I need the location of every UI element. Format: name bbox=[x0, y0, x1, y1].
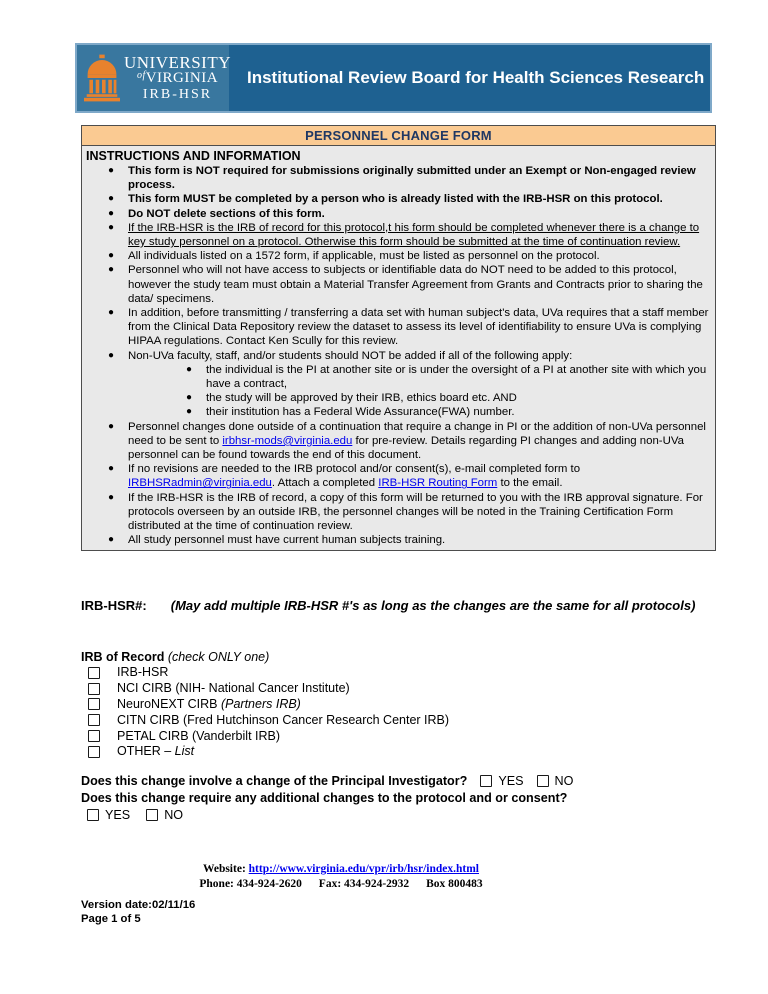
irb-hsr-checkbox[interactable] bbox=[88, 667, 100, 679]
instruction-bullet bbox=[86, 306, 709, 349]
bullet-marker: ● bbox=[108, 534, 115, 546]
bullet-text: If the IRB-HSR is the IRB of record, a copy of this form will be returned to you with the IRB approval signature. For protocols overseen by an outside IRB, the personnel changes will be noted in the Training Certification Form distributed at the time of continuation review. bbox=[128, 491, 703, 533]
banner-title: Institutional Review Board for Health Sciences Research bbox=[247, 68, 705, 87]
footer-website-link[interactable]: http://www.virginia.edu/vpr/irb/hsr/index.html bbox=[248, 863, 480, 875]
bullet-marker: ● bbox=[186, 406, 193, 418]
bullet-text: All study personnel must have current human subjects training. bbox=[128, 534, 446, 547]
bullet-text: the individual is the PI at another site or is under the oversight of a PI at another site with which you have a contract, bbox=[206, 363, 707, 391]
instructions-box bbox=[81, 146, 716, 551]
option-label: NeuroNEXT CIRB (Partners IRB) bbox=[117, 696, 301, 711]
footer-phone-line bbox=[81, 877, 601, 892]
irb-option-petal-cirb bbox=[81, 728, 711, 744]
citn-cirb-checkbox[interactable] bbox=[88, 714, 100, 726]
instruction-bullet bbox=[86, 420, 709, 463]
link-irbhsradmin-virginia-edu[interactable]: IRBHSRadmin@virginia.edu bbox=[128, 477, 272, 490]
bullet-marker: ● bbox=[186, 392, 193, 404]
irb-option-other bbox=[81, 744, 711, 760]
bullet-text: Non-UVa faculty, staff, and/or students should NOT be added if all of the following apply: bbox=[128, 349, 573, 362]
version-date: Version date:02/11/16 bbox=[81, 899, 196, 911]
bullet-marker: ● bbox=[186, 363, 193, 375]
footer-phone: Phone: 434-924-2620 bbox=[199, 878, 302, 890]
footer-fax: Fax: 434-924-2932 bbox=[318, 878, 410, 890]
bullet-text: their institution has a Federal Wide Assurance(FWA) number. bbox=[206, 406, 515, 419]
bullet-marker: ● bbox=[108, 264, 115, 276]
bullet-marker: ● bbox=[108, 491, 115, 503]
irb-hsr-number-line bbox=[81, 598, 711, 615]
irb-option-neuronext-cirb bbox=[81, 697, 711, 713]
bullet-text: This form is NOT required for submissions originally submitted under an Exempt or Non-engaged review process. bbox=[128, 165, 696, 192]
irb-of-record-note: (check ONLY one) bbox=[167, 650, 270, 664]
uva-logo bbox=[77, 45, 229, 111]
option-label: OTHER – List bbox=[117, 744, 195, 759]
option-label-italic: (Partners IRB) bbox=[220, 696, 301, 711]
logo-irb-hsr: IRB-HSR bbox=[142, 86, 213, 102]
q1-no-checkbox[interactable] bbox=[537, 775, 549, 787]
bullet-marker: ● bbox=[108, 420, 115, 432]
irb-option-citn-cirb bbox=[81, 712, 711, 728]
instruction-sub-bullet bbox=[86, 363, 709, 391]
uva-banner bbox=[75, 43, 712, 113]
link-irbhsr-mods-virginia-edu[interactable]: irbhsr-mods@virginia.edu bbox=[222, 434, 353, 447]
footer-box: Box 800483 bbox=[426, 878, 483, 890]
instruction-bullet bbox=[86, 263, 709, 306]
bullet-text: If no revisions are needed to the IRB protocol and/or consent(s), e-mail completed form to IRBHSRadmin@virginia.edu. Attach a completed IRB-HSR Routing Form to the email. bbox=[128, 463, 581, 490]
instruction-bullet bbox=[86, 533, 709, 547]
version-block bbox=[81, 899, 195, 926]
bullet-text: If the IRB-HSR is the IRB of record for this protocol,t his form should be completed whenever there is a change to key study personnel on a protocol. Otherwise this form should be submitted at the time of continuation review. bbox=[128, 221, 700, 249]
option-label: PETAL CIRB (Vanderbilt IRB) bbox=[117, 728, 281, 743]
bullet-marker: ● bbox=[108, 221, 115, 233]
option-label: IRB-HSR bbox=[117, 665, 169, 680]
bullet-marker: ● bbox=[108, 349, 115, 361]
irb-of-record-section bbox=[81, 649, 711, 760]
question-pi-change bbox=[81, 773, 716, 790]
option-label: CITN CIRB (Fred Hutchinson Cancer Research Center IRB) bbox=[117, 712, 450, 727]
bullet-marker: ● bbox=[108, 250, 115, 262]
instruction-bullet bbox=[86, 207, 709, 221]
irb-hsr-number-note: (May add multiple IRB-HSR #'s as long as the changes are the same for all protocols) bbox=[170, 598, 696, 613]
bullet-marker: ● bbox=[108, 193, 115, 205]
option-label-italic: List bbox=[174, 744, 195, 759]
instructions-heading: INSTRUCTIONS AND INFORMATION bbox=[86, 149, 301, 163]
bullet-text: This form MUST be completed by a person who is already listed with the IRB-HSR on this protocol. bbox=[128, 193, 663, 206]
bullet-text: All individuals listed on a 1572 form, if applicable, must be listed as personnel on the protocol. bbox=[128, 250, 600, 263]
footer-website-label: Website: bbox=[202, 863, 249, 875]
bullet-text: Do NOT delete sections of this form. bbox=[128, 207, 325, 220]
instruction-bullet bbox=[86, 462, 709, 490]
uva-logo-text bbox=[124, 54, 231, 102]
question-additional-changes bbox=[81, 790, 716, 807]
q1-no-label: NO bbox=[554, 774, 574, 788]
q1-yes-checkbox[interactable] bbox=[480, 775, 492, 787]
option-label: NCI CIRB (NIH- National Cancer Institute) bbox=[117, 681, 350, 696]
irb-option-irb-hsr bbox=[81, 665, 711, 681]
question-pi-change-label: Does this change involve a change of the Principal Investigator? bbox=[81, 774, 468, 788]
bullet-text: Personnel who will not have access to subjects or identifiable data do NOT need to be added to this protocol, however the study team must obtain a Material Transfer Agreement from Grants and Contracts prior to sharing the data/ specimens. bbox=[128, 264, 703, 305]
rotunda-icon bbox=[84, 52, 120, 104]
question-additional-changes-label: Does this change require any additional changes to the protocol and or consent? bbox=[81, 790, 568, 805]
other-checkbox[interactable] bbox=[88, 746, 100, 758]
logo-of: of bbox=[136, 70, 146, 82]
form-title: PERSONNEL CHANGE FORM bbox=[81, 125, 716, 146]
logo-virginia: $^{of}$VIRGINIA bbox=[136, 70, 219, 87]
instruction-bullet bbox=[86, 221, 709, 249]
instruction-bullet bbox=[86, 491, 709, 534]
irb-of-record-heading bbox=[81, 649, 711, 665]
bullet-text: In addition, before transmitting / transferring a data set with human subject's data, UVa requires that a staff member from the Clinical Data Repository review the dataset to assess its level of identifiability to ensure UVa is complying HIPAA regulations. Contact Ken Scully for this review. bbox=[128, 307, 709, 348]
irb-option-nci-cirb bbox=[81, 681, 711, 697]
q2-yes-checkbox[interactable] bbox=[87, 809, 99, 821]
bullet-marker: ● bbox=[108, 207, 115, 219]
irb-hsr-number-label: IRB-HSR#: bbox=[81, 598, 147, 613]
instruction-sub-bullet bbox=[86, 391, 709, 405]
instruction-sub-bullet bbox=[86, 405, 709, 419]
logo-university: UNIVERSITY bbox=[124, 53, 231, 73]
bullet-marker: ● bbox=[108, 463, 115, 475]
q2-no-label: NO bbox=[164, 808, 184, 822]
bullet-text: the study will be approved by their IRB, ethics board etc. AND bbox=[206, 392, 517, 405]
neuronext-cirb-checkbox[interactable] bbox=[88, 698, 100, 710]
bullet-marker: ● bbox=[108, 165, 115, 176]
nci-cirb-checkbox[interactable] bbox=[88, 683, 100, 695]
q1-yes-label: YES bbox=[498, 774, 524, 788]
irb-of-record-options bbox=[81, 665, 711, 760]
instructions-list bbox=[86, 164, 709, 547]
q2-yes-label: YES bbox=[105, 808, 131, 822]
instruction-bullet bbox=[86, 349, 709, 363]
instruction-bullet bbox=[86, 249, 709, 263]
instruction-bullet bbox=[86, 164, 709, 192]
bullet-marker: ● bbox=[108, 307, 115, 319]
petal-cirb-checkbox[interactable] bbox=[88, 730, 100, 742]
footer-contact bbox=[81, 862, 601, 892]
page-number: Page 1 of 5 bbox=[81, 912, 141, 925]
bullet-text: Personnel changes done outside of a continuation that require a change in PI or the addition of non-UVa personnel need to be sent to irbhsr-mods@virginia.edu for pre-review. Details regarding PI changes and adding non-UVa personnel can be found towards the end of this document. bbox=[128, 420, 706, 462]
q2-no-checkbox[interactable] bbox=[146, 809, 158, 821]
footer-website-line bbox=[81, 862, 601, 877]
questions-section bbox=[81, 773, 716, 824]
link-irb-hsr-routing-form[interactable]: IRB-HSR Routing Form bbox=[378, 477, 498, 490]
irb-of-record-title: IRB of Record bbox=[81, 650, 168, 664]
question-additional-changes-answers bbox=[81, 807, 716, 824]
instruction-bullet bbox=[86, 192, 709, 206]
